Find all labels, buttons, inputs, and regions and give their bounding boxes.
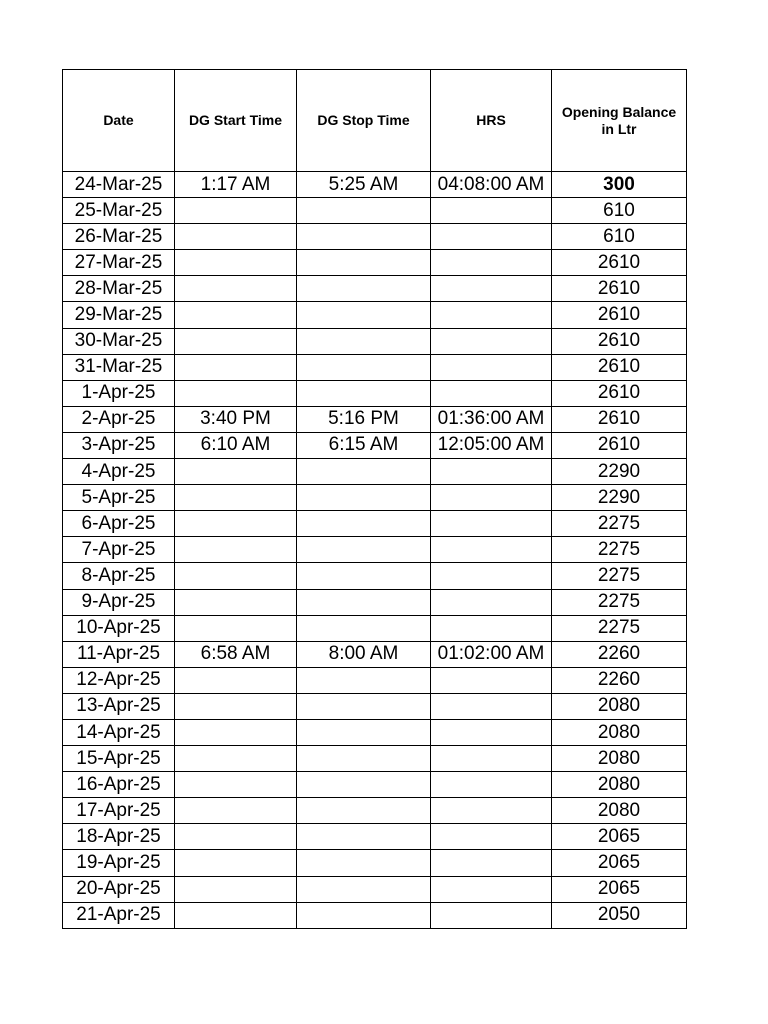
hrs-cell bbox=[431, 276, 552, 302]
dg-start-time-cell bbox=[175, 719, 297, 745]
opening-balance-cell: 2610 bbox=[552, 380, 687, 406]
date-cell: 9-Apr-25 bbox=[63, 589, 175, 615]
dg-start-time-cell: 6:10 AM bbox=[175, 432, 297, 458]
dg-stop-time-cell bbox=[297, 876, 431, 902]
date-cell: 4-Apr-25 bbox=[63, 459, 175, 485]
opening-balance-cell: 2610 bbox=[552, 276, 687, 302]
dg-stop-time-cell: 5:25 AM bbox=[297, 172, 431, 198]
opening-balance-cell: 2275 bbox=[552, 563, 687, 589]
date-cell: 26-Mar-25 bbox=[63, 224, 175, 250]
table-row bbox=[63, 563, 687, 589]
dg-stop-time-cell bbox=[297, 537, 431, 563]
hrs-cell bbox=[431, 224, 552, 250]
hrs-cell bbox=[431, 198, 552, 224]
dg-stop-time-cell bbox=[297, 485, 431, 511]
date-cell: 14-Apr-25 bbox=[63, 719, 175, 745]
dg-stop-time-cell bbox=[297, 328, 431, 354]
date-cell: 20-Apr-25 bbox=[63, 876, 175, 902]
opening-balance-cell: 2260 bbox=[552, 641, 687, 667]
dg-start-time-cell bbox=[175, 798, 297, 824]
dg-start-time-cell: 6:58 AM bbox=[175, 641, 297, 667]
dg-stop-time-cell bbox=[297, 302, 431, 328]
header-dg-start-time-label: DG Start Time bbox=[188, 112, 283, 128]
hrs-cell bbox=[431, 563, 552, 589]
hrs-cell bbox=[431, 850, 552, 876]
header-dg-start-time bbox=[175, 70, 297, 172]
dg-stop-time-cell bbox=[297, 772, 431, 798]
dg-start-time-cell bbox=[175, 615, 297, 641]
header-hrs-label: HRS bbox=[476, 112, 506, 128]
table-row bbox=[63, 824, 687, 850]
date-cell: 25-Mar-25 bbox=[63, 198, 175, 224]
date-cell: 21-Apr-25 bbox=[63, 902, 175, 928]
dg-start-time-cell bbox=[175, 224, 297, 250]
dg-stop-time-cell bbox=[297, 667, 431, 693]
dg-start-time-cell bbox=[175, 876, 297, 902]
date-cell: 29-Mar-25 bbox=[63, 302, 175, 328]
table-row bbox=[63, 328, 687, 354]
hrs-cell bbox=[431, 511, 552, 537]
dg-stop-time-cell bbox=[297, 459, 431, 485]
dg-start-time-cell bbox=[175, 380, 297, 406]
hrs-cell bbox=[431, 589, 552, 615]
header-dg-stop-time bbox=[297, 70, 431, 172]
dg-start-time-cell: 1:17 AM bbox=[175, 172, 297, 198]
table-row bbox=[63, 719, 687, 745]
date-cell: 8-Apr-25 bbox=[63, 563, 175, 589]
dg-log-table bbox=[62, 69, 687, 929]
hrs-cell bbox=[431, 667, 552, 693]
dg-stop-time-cell bbox=[297, 224, 431, 250]
date-cell: 31-Mar-25 bbox=[63, 354, 175, 380]
date-cell: 13-Apr-25 bbox=[63, 693, 175, 719]
table-row bbox=[63, 406, 687, 432]
dg-start-time-cell bbox=[175, 667, 297, 693]
dg-stop-time-cell bbox=[297, 276, 431, 302]
opening-balance-cell: 2080 bbox=[552, 772, 687, 798]
dg-stop-time-cell bbox=[297, 693, 431, 719]
date-cell: 18-Apr-25 bbox=[63, 824, 175, 850]
opening-balance-cell: 2275 bbox=[552, 589, 687, 615]
hrs-cell bbox=[431, 719, 552, 745]
date-cell: 19-Apr-25 bbox=[63, 850, 175, 876]
table-row bbox=[63, 693, 687, 719]
opening-balance-cell: 2065 bbox=[552, 850, 687, 876]
opening-balance-cell: 2275 bbox=[552, 615, 687, 641]
header-date-label: Date bbox=[103, 112, 134, 128]
hrs-cell bbox=[431, 876, 552, 902]
opening-balance-cell: 2065 bbox=[552, 876, 687, 902]
hrs-cell bbox=[431, 354, 552, 380]
dg-stop-time-cell bbox=[297, 902, 431, 928]
opening-balance-cell: 2065 bbox=[552, 824, 687, 850]
dg-stop-time-cell bbox=[297, 511, 431, 537]
opening-balance-cell: 2050 bbox=[552, 902, 687, 928]
opening-balance-cell: 300 bbox=[552, 172, 687, 198]
table-row bbox=[63, 667, 687, 693]
opening-balance-cell: 2610 bbox=[552, 406, 687, 432]
dg-stop-time-cell bbox=[297, 798, 431, 824]
header-row bbox=[63, 70, 687, 172]
hrs-cell: 01:02:00 AM bbox=[431, 641, 552, 667]
opening-balance-cell: 2610 bbox=[552, 354, 687, 380]
date-cell: 27-Mar-25 bbox=[63, 250, 175, 276]
date-cell: 1-Apr-25 bbox=[63, 380, 175, 406]
hrs-cell bbox=[431, 328, 552, 354]
table-row bbox=[63, 537, 687, 563]
dg-stop-time-cell bbox=[297, 746, 431, 772]
table-row bbox=[63, 876, 687, 902]
dg-start-time-cell bbox=[175, 693, 297, 719]
hrs-cell bbox=[431, 537, 552, 563]
hrs-cell bbox=[431, 772, 552, 798]
table-row bbox=[63, 746, 687, 772]
hrs-cell bbox=[431, 798, 552, 824]
opening-balance-cell: 2275 bbox=[552, 511, 687, 537]
dg-start-time-cell bbox=[175, 589, 297, 615]
table-row bbox=[63, 459, 687, 485]
opening-balance-cell: 2080 bbox=[552, 746, 687, 772]
date-cell: 6-Apr-25 bbox=[63, 511, 175, 537]
header-dg-stop-time-label: DG Stop Time bbox=[317, 112, 410, 128]
table-row bbox=[63, 902, 687, 928]
table-row bbox=[63, 850, 687, 876]
dg-stop-time-cell: 8:00 AM bbox=[297, 641, 431, 667]
hrs-cell: 12:05:00 AM bbox=[431, 432, 552, 458]
dg-stop-time-cell bbox=[297, 380, 431, 406]
table-row bbox=[63, 772, 687, 798]
dg-stop-time-cell bbox=[297, 824, 431, 850]
dg-stop-time-cell: 6:15 AM bbox=[297, 432, 431, 458]
date-cell: 15-Apr-25 bbox=[63, 746, 175, 772]
opening-balance-cell: 2290 bbox=[552, 459, 687, 485]
dg-stop-time-cell bbox=[297, 850, 431, 876]
hrs-cell bbox=[431, 902, 552, 928]
table-row bbox=[63, 302, 687, 328]
hrs-cell bbox=[431, 302, 552, 328]
dg-stop-time-cell bbox=[297, 719, 431, 745]
date-cell: 30-Mar-25 bbox=[63, 328, 175, 354]
date-cell: 16-Apr-25 bbox=[63, 772, 175, 798]
date-cell: 24-Mar-25 bbox=[63, 172, 175, 198]
dg-stop-time-cell bbox=[297, 615, 431, 641]
dg-stop-time-cell bbox=[297, 563, 431, 589]
dg-stop-time-cell bbox=[297, 589, 431, 615]
opening-balance-cell: 2080 bbox=[552, 693, 687, 719]
date-cell: 7-Apr-25 bbox=[63, 537, 175, 563]
dg-start-time-cell bbox=[175, 511, 297, 537]
dg-start-time-cell bbox=[175, 563, 297, 589]
hrs-cell bbox=[431, 615, 552, 641]
dg-start-time-cell bbox=[175, 276, 297, 302]
opening-balance-cell: 2290 bbox=[552, 485, 687, 511]
opening-balance-cell: 2610 bbox=[552, 250, 687, 276]
dg-stop-time-cell: 5:16 PM bbox=[297, 406, 431, 432]
dg-start-time-cell bbox=[175, 302, 297, 328]
hrs-cell bbox=[431, 485, 552, 511]
table-row bbox=[63, 172, 687, 198]
date-cell: 5-Apr-25 bbox=[63, 485, 175, 511]
table-row bbox=[63, 198, 687, 224]
opening-balance-cell: 2080 bbox=[552, 798, 687, 824]
table-row bbox=[63, 485, 687, 511]
table-row bbox=[63, 432, 687, 458]
opening-balance-cell: 2610 bbox=[552, 302, 687, 328]
table-row bbox=[63, 615, 687, 641]
dg-stop-time-cell bbox=[297, 198, 431, 224]
dg-start-time-cell bbox=[175, 746, 297, 772]
table-row bbox=[63, 511, 687, 537]
date-cell: 28-Mar-25 bbox=[63, 276, 175, 302]
opening-balance-cell: 2610 bbox=[552, 432, 687, 458]
dg-stop-time-cell bbox=[297, 250, 431, 276]
dg-start-time-cell bbox=[175, 459, 297, 485]
table-row bbox=[63, 798, 687, 824]
dg-start-time-cell bbox=[175, 850, 297, 876]
dg-start-time-cell bbox=[175, 485, 297, 511]
hrs-cell bbox=[431, 746, 552, 772]
hrs-cell bbox=[431, 459, 552, 485]
table-row bbox=[63, 250, 687, 276]
hrs-cell bbox=[431, 250, 552, 276]
header-opening-balance bbox=[552, 70, 687, 172]
header-hrs bbox=[431, 70, 552, 172]
opening-balance-cell: 610 bbox=[552, 224, 687, 250]
hrs-cell bbox=[431, 824, 552, 850]
date-cell: 12-Apr-25 bbox=[63, 667, 175, 693]
table-row bbox=[63, 641, 687, 667]
opening-balance-cell: 2080 bbox=[552, 719, 687, 745]
table-row bbox=[63, 224, 687, 250]
table-row bbox=[63, 276, 687, 302]
hrs-cell: 01:36:00 AM bbox=[431, 406, 552, 432]
header-date bbox=[63, 70, 175, 172]
dg-start-time-cell bbox=[175, 824, 297, 850]
dg-start-time-cell bbox=[175, 250, 297, 276]
date-cell: 2-Apr-25 bbox=[63, 406, 175, 432]
date-cell: 10-Apr-25 bbox=[63, 615, 175, 641]
dg-start-time-cell bbox=[175, 328, 297, 354]
dg-start-time-cell bbox=[175, 902, 297, 928]
hrs-cell: 04:08:00 AM bbox=[431, 172, 552, 198]
dg-start-time-cell bbox=[175, 772, 297, 798]
dg-start-time-cell bbox=[175, 198, 297, 224]
table-row bbox=[63, 380, 687, 406]
date-cell: 11-Apr-25 bbox=[63, 641, 175, 667]
hrs-cell bbox=[431, 380, 552, 406]
table-body bbox=[63, 172, 687, 929]
date-cell: 17-Apr-25 bbox=[63, 798, 175, 824]
header-opening-balance-label: Opening Balance in Ltr bbox=[561, 103, 677, 137]
table-row bbox=[63, 589, 687, 615]
dg-start-time-cell: 3:40 PM bbox=[175, 406, 297, 432]
opening-balance-cell: 2260 bbox=[552, 667, 687, 693]
dg-start-time-cell bbox=[175, 354, 297, 380]
opening-balance-cell: 2610 bbox=[552, 328, 687, 354]
dg-stop-time-cell bbox=[297, 354, 431, 380]
hrs-cell bbox=[431, 693, 552, 719]
opening-balance-cell: 2275 bbox=[552, 537, 687, 563]
opening-balance-cell: 610 bbox=[552, 198, 687, 224]
dg-start-time-cell bbox=[175, 537, 297, 563]
date-cell: 3-Apr-25 bbox=[63, 432, 175, 458]
table-header bbox=[63, 70, 687, 172]
table-row bbox=[63, 354, 687, 380]
